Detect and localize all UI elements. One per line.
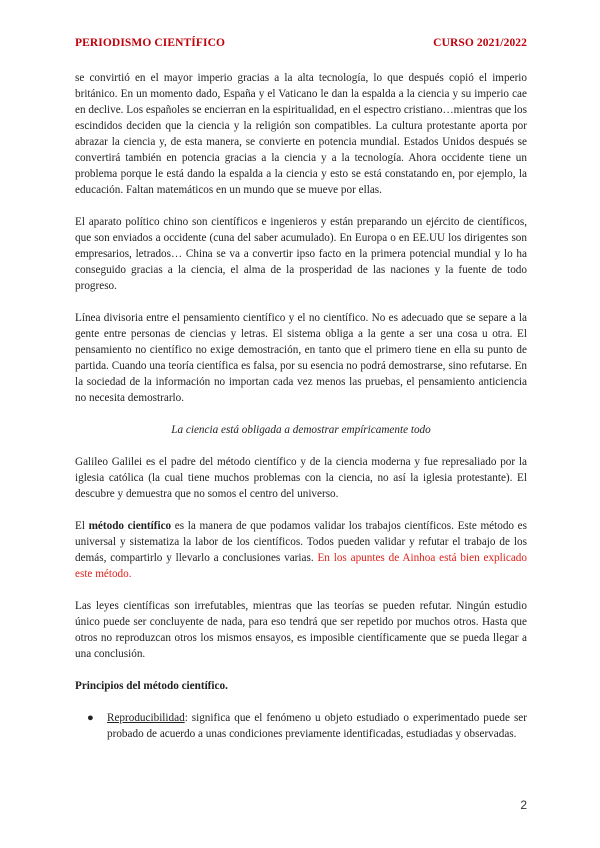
- header-course-year: CURSO 2021/2022: [433, 37, 527, 49]
- paragraph-china: El aparato político chino son científicos e ingenieros y están preparando un ejército de científicos, que son enviados a occidente (cuna del saber acumulado). En Europa o en EE.UU los dirigentes son empresarios, letrados… China se va a convertir ipso facto en la primera potencial mundial y lo ha conseguido gracias a la ciencia, el alma de la prosperidad de las naciones y la fuente de todo progreso.: [75, 216, 527, 292]
- principles-list: [75, 710, 527, 742]
- paragraph-galileo: Galileo Galilei es el padre del método científico y de la ciencia moderna y fue represaliado por la iglesia católica (la cual tiene muchos problemas con la ciencia, no así la iglesia protestante). El descubre y demuestra que no somos el centro del universo.: [75, 456, 527, 500]
- section-title-principles: Principios del método científico.: [75, 680, 228, 692]
- bullet-dot-icon: ●: [87, 712, 94, 724]
- paragraph-laws-theories: Las leyes científicas son irrefutables, mientras que las teorías se pueden refutar. Ningún estudio único puede ser concluyente de nada, para eso tendrá que ser repetido por muchos otros. Hasta que otros no reproduzcan otros los mismos ensayos, es imposible científicamente que se pueda llegar a una conclusión.: [75, 600, 527, 660]
- page-number: 2: [520, 798, 527, 812]
- method-body-text: es la manera de que podamos validar los trabajos científicos. Este método es universal y sistematiza la labor de los científicos. Todos pueden validar y refutar el trabajo de los demás, compartirlo y llevarlo a conclusiones varias.: [75, 520, 527, 564]
- document-body: [75, 70, 527, 742]
- list-item: [87, 710, 527, 742]
- bullet-text: : significa que el fenómeno u objeto estudiado o experimentado puede ser probado de acuerdo a unas condiciones previamente identificadas, estudiadas y observadas.: [107, 712, 527, 740]
- paragraph-scientific-method: [75, 518, 527, 582]
- paragraph-dividing-line: Línea divisoria entre el pensamiento científico y el no científico. No es adecuado que se separe a la gente entre personas de ciencias y letras. El sistema obliga a la gente a ser una cosa u otra. El pensamiento no científico no exige demostración, en tanto que el primero tiene en ella su punto de partida. Cuando una teoría científica es falsa, por su esencia no podrá demostrarse, sino refutarse. En la sociedad de la información no importan cada vez menos las pruebas, el pensamiento anticiencia no necesita demostrarlo.: [75, 312, 527, 404]
- page-header: [75, 37, 527, 49]
- method-intro-text: El: [75, 520, 89, 532]
- paragraph-history-science: se convirtió en el mayor imperio gracias a la alta tecnología, lo que después copió el imperio británico. En un momento dado, España y el Vaticano le dan la espalda a la ciencia y su imperio cae en declive. Los españoles se encierran en la espiritualidad, en el espectro cristiano…mientras que los escindidos deciden que la ciencia y la religión son compatibles. La cultura protestante aporta por abrazar la ciencia y, de esta manera, se convierte en potencia mundial. Estados Unidos después se convertirá también en potencia gracias a la ciencia y a la tecnología. Ahora occidente tiene un problema porque le está dando la espalda a la ciencia y esto se está constatando en, por ejemplo, la educación. Faltan matemáticos en un mundo que se mueve por ellas.: [75, 72, 527, 196]
- bullet-term: Reproducibilidad: [107, 712, 185, 724]
- centered-quote: La ciencia está obligada a demostrar empíricamente todo: [171, 424, 431, 436]
- method-red-note: En los apuntes de Ainhoa está bien explicado este método.: [75, 552, 527, 580]
- method-bold-term: método científico: [88, 520, 172, 532]
- header-course-name: PERIODISMO CIENTÍFICO: [75, 37, 226, 49]
